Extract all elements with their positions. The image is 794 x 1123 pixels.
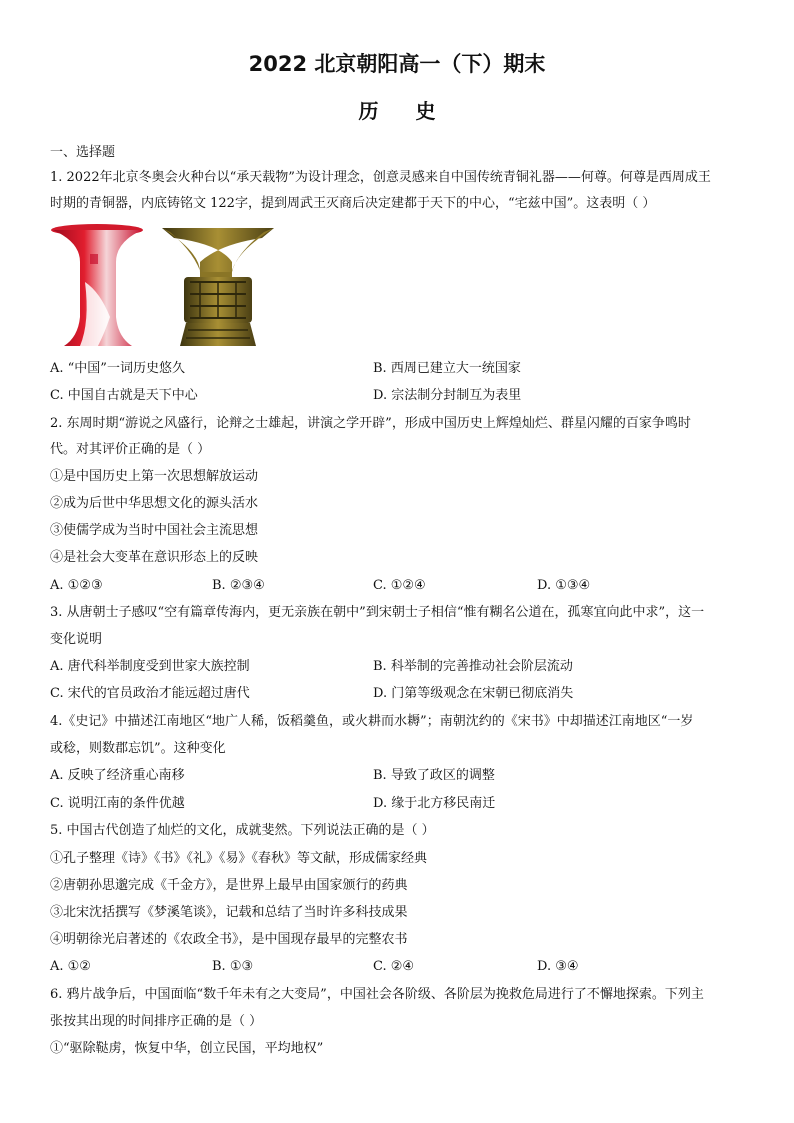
question-6-line-2: 张按其出现的时间排序正确的是（ ） <box>50 1014 263 1029</box>
question-3-option-c: C. 宋代的官员政治才能远超过唐代 <box>50 686 250 701</box>
question-3-line-2: 变化说明 <box>50 632 103 647</box>
question-5-option-c: C. ②④ <box>373 959 415 974</box>
question-2-option-a: A. ①②③ <box>50 578 103 593</box>
question-1-figure <box>50 222 290 352</box>
question-2-statement-1: ①是中国历史上第一次思想解放运动 <box>50 469 259 484</box>
question-1-option-d: D. 宗法制分封制互为表里 <box>373 388 522 403</box>
question-4-option-d: D. 缘于北方移民南迁 <box>373 796 496 811</box>
question-5-statement-2: ②唐朝孙思邈完成《千金方》，是世界上最早由国家颁行的药典 <box>50 878 408 893</box>
question-5-line-1: 5. 中国古代创造了灿烂的文化，成就斐然。下列说法正确的是（ ） <box>50 823 435 838</box>
question-3-option-d: D. 门第等级观念在宋朝已彻底消失 <box>373 686 574 701</box>
page-title: 2022 北京朝阳高一（下）期末 <box>248 52 546 76</box>
question-1-option-b: B. 西周已建立大一统国家 <box>373 361 521 376</box>
question-5-statement-1: ①孔子整理《诗》《书》《礼》《易》《春秋》等文献，形成儒家经典 <box>50 851 428 866</box>
question-1-line-2: 时期的青铜器，内底铸铭文 122字，提到周武王灭商后决定建都于天下的中心，“宅兹中国”。这表明（ ） <box>50 196 656 211</box>
question-5-statement-4: ④明朝徐光启著述的《农政全书》，是中国现存最早的完整农书 <box>50 932 408 947</box>
question-1-option-a: A. “中国”一词历史悠久 <box>50 361 185 376</box>
question-2-option-d: D. ①③④ <box>537 578 591 593</box>
question-1-images <box>50 222 290 352</box>
question-2-option-c: C. ①②④ <box>373 578 426 593</box>
subject-heading: 历 史 <box>358 99 436 123</box>
question-6-statement-1: ①“驱除鞑虏，恢复中华，创立民国，平均地权” <box>50 1041 324 1056</box>
question-2-statement-2: ②成为后世中华思想文化的源头活水 <box>50 496 259 511</box>
question-5-option-d: D. ③④ <box>537 959 579 974</box>
question-2-line-1: 2. 东周时期“游说之风盛行，论辩之士雄起，讲演之学开辟”，形成中国历史上辉煌灿烂、群星闪耀的百家争鸣时 <box>50 416 691 431</box>
question-4-option-a: A. 反映了经济重心南移 <box>50 768 185 783</box>
question-3-option-b: B. 科举制的完善推动社会阶层流动 <box>373 659 573 674</box>
question-4-option-c: C. 说明江南的条件优越 <box>50 796 185 811</box>
question-5-option-b: B. ①③ <box>212 959 254 974</box>
question-5-statement-3: ③北宋沈括撰写《梦溪笔谈》，记载和总结了当时许多科技成果 <box>50 905 408 920</box>
question-6-line-1: 6. 鸦片战争后，中国面临“数千年未有之大变局”，中国社会各阶级、各阶层为挽救危局进行了不懈地探索。下列主 <box>50 987 704 1002</box>
question-2-option-b: B. ②③④ <box>212 578 265 593</box>
question-4-line-2: 或稔，则数郡忘饥”。这种变化 <box>50 741 226 756</box>
question-3-option-a: A. 唐代科举制度受到世家大族控制 <box>50 659 250 674</box>
olympic-flame-stand-image <box>51 224 143 346</box>
question-5-option-a: A. ①② <box>50 959 91 974</box>
question-4-option-b: B. 导致了政区的调整 <box>373 768 495 783</box>
he-zun-bronze-vessel-image <box>162 228 274 346</box>
question-2-line-2: 代。对其评价正确的是（ ） <box>50 442 211 457</box>
question-2-statement-4: ④是社会大变革在意识形态上的反映 <box>50 550 259 565</box>
question-1-option-c: C. 中国自古就是天下中心 <box>50 388 198 403</box>
question-1-line-1: 1. 2022年北京冬奥会火种台以“承天载物”为设计理念，创意灵感来自中国传统青铜礼器——何尊。何尊是西周成王 <box>50 170 711 185</box>
section-label: 一、选择题 <box>50 145 116 160</box>
question-2-statement-3: ③使儒学成为当时中国社会主流思想 <box>50 523 259 538</box>
question-4-line-1: 4.《史记》中描述江南地区“地广人稀，饭稻羹鱼，或火耕而水耨”；南朝沈约的《宋书》中却描述江南地区“一岁 <box>50 714 694 729</box>
question-3-line-1: 3. 从唐朝士子感叹“空有篇章传海内，更无亲族在朝中”到宋朝士子相信“惟有糊名公道在，孤寒宜向此中求”，这一 <box>50 605 705 620</box>
